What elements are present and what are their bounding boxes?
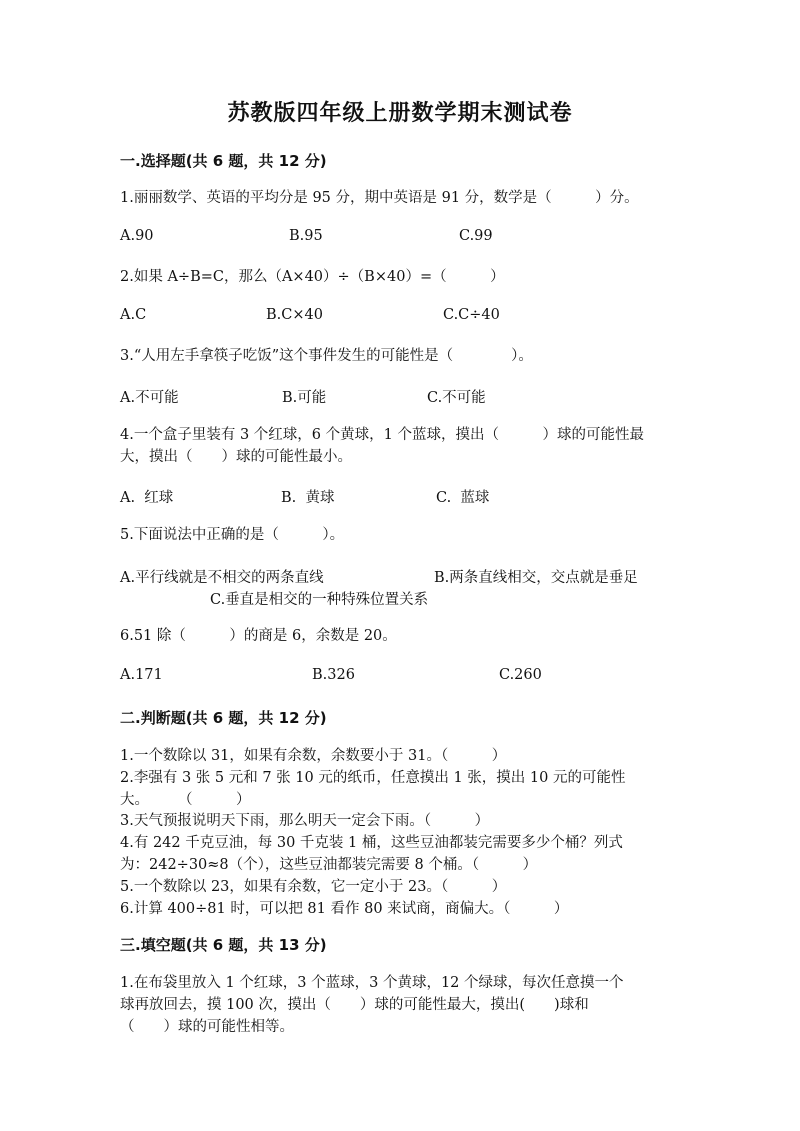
question-line: 球再放回去，摸 100 次，摸出（ ）球的可能性最大，摸出( )球和 (120, 997, 589, 1013)
question-text: 4.一个盒子里装有 3 个红球，6 个黄球，1 个蓝球，摸出（ ）球的可能性最 (120, 427, 644, 443)
question-text: 大，摸出（ ）球的可能性最小。 (120, 449, 352, 465)
option-a: A.90 (120, 228, 154, 244)
statement-line: 5.一个数除以 23，如果有余数，它一定小于 23。（ ） (120, 879, 507, 895)
statement-line: 2.李强有 3 张 5 元和 7 张 10 元的纸币，任意摸出 1 张，摸出 10 元的可能性 (120, 770, 626, 786)
option-c: C. 蓝球 (436, 490, 490, 506)
exam-title: 苏教版四年级上册数学期末测试卷 (227, 100, 573, 126)
question-text: 6.51 除（ ）的商是 6，余数是 20。 (120, 628, 397, 644)
option-b: B.95 (289, 228, 323, 244)
option-c: C.C÷40 (443, 307, 500, 323)
section-header-fill: 三.填空题(共 6 题，共 13 分) (120, 936, 327, 954)
option-a: A.C (120, 307, 147, 323)
option-c: C.垂直是相交的一种特殊位置关系 (210, 592, 429, 608)
option-c: C.260 (499, 667, 542, 683)
statement-line: 为：242÷30≈8（个），这些豆油都装完需要 8 个桶。（ ） (120, 857, 538, 873)
section-header-choice: 一.选择题(共 6 题，共 12 分) (120, 152, 327, 170)
option-b: B.C×40 (266, 307, 323, 323)
option-b: B.可能 (282, 390, 327, 406)
option-a: A.不可能 (120, 390, 179, 406)
question-text: 3.“人用左手拿筷子吃饭”这个事件发生的可能性是（ ）。 (120, 348, 533, 364)
statement-line: 1.一个数除以 31，如果有余数，余数要小于 31。（ ） (120, 748, 507, 764)
option-a: A.平行线就是不相交的两条直线 (120, 570, 324, 586)
statement-line: 4.有 242 千克豆油，每 30 千克装 1 桶，这些豆油都装完需要多少个桶？列式 (120, 835, 623, 851)
option-a: A.171 (120, 667, 163, 683)
question-line: （ ）球的可能性相等。 (120, 1019, 294, 1035)
option-b: B.两条直线相交，交点就是垂足 (434, 570, 638, 586)
section-header-judge: 二.判断题(共 6 题，共 12 分) (120, 709, 327, 727)
question-text: 2.如果 A÷B=C，那么（A×40）÷（B×40）=（ ） (120, 269, 505, 285)
option-b: B.326 (312, 667, 355, 683)
statement-line: 3.天气预报说明天下雨，那么明天一定会下雨。（ ） (120, 813, 490, 829)
question-text: 5.下面说法中正确的是（ ）。 (120, 527, 345, 543)
statement-line: 6.计算 400÷81 时，可以把 81 看作 80 来试商，商偏大。（ ） (120, 901, 569, 917)
option-b: B. 黄球 (281, 490, 335, 506)
option-c: C.不可能 (427, 390, 486, 406)
question-text: 1.丽丽数学、英语的平均分是 95 分，期中英语是 91 分，数学是（ ）分。 (120, 190, 639, 206)
question-line: 1.在布袋里放入 1 个红球，3 个蓝球，3 个黄球，12 个绿球，每次任意摸一个 (120, 975, 624, 991)
statement-line: 大。 （ ） (120, 792, 251, 808)
option-a: A. 红球 (120, 490, 174, 506)
option-c: C.99 (459, 228, 493, 244)
